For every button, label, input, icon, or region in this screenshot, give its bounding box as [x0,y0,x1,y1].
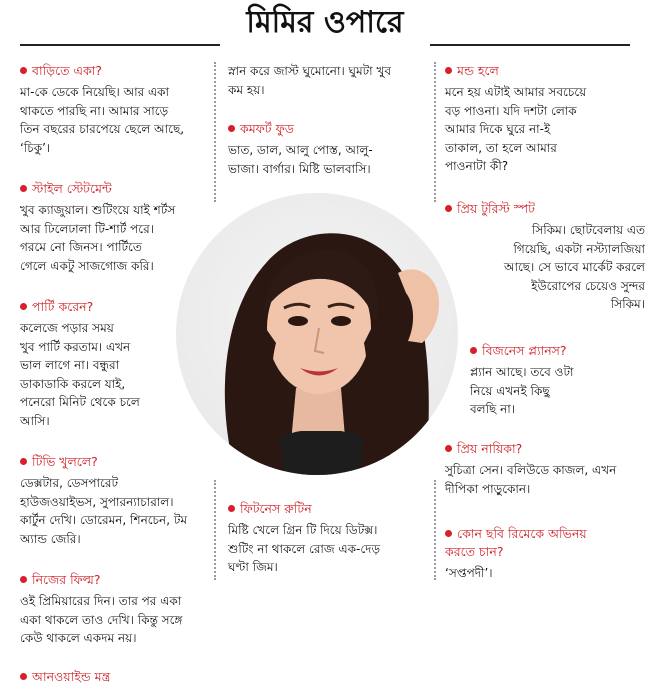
qa-answer: ভাত, ডাল, আলু পোস্ত, আলু- ভাজা। বার্গার। মিষ্টি ভালবাসি। [228,143,373,176]
qa-heading [20,62,220,80]
qa-heading [445,525,650,561]
heading-text: বিজনেস প্ল্যানস? [482,343,567,358]
bullet-icon [20,303,27,310]
heading-text: টিভি খুললে? [32,454,98,469]
qa-answer: ওই প্রিমিয়ারের দিন। তার পর একা একা থাকলে তাও দেখি। কিন্তু সঙ্গে কেউ থাকলে একদম নয়। [20,594,183,645]
heading-text: বাড়িতে একা? [32,63,102,78]
qa-heading [445,440,650,458]
qa-remake [445,525,650,583]
bullet-icon [20,673,27,680]
heading-text: পার্টি করেন? [32,299,94,314]
qa-mood [445,62,645,176]
qa-heading [20,180,220,198]
heading-text: স্টাইল স্টেটমেন্ট [32,181,112,196]
qa-answer: ‘সপ্তপদী’। [445,566,493,580]
title-area [0,0,650,48]
qa-favourite-heroine [445,440,650,498]
qa-own-films [20,571,230,648]
qa-business-plans [470,342,645,419]
bullet-icon [445,445,452,452]
bullet-icon [228,505,235,512]
qa-answer: সুচিত্রা সেন। বলিউডে কাজল, এখন দীপিকা পাড়ুকোন। [445,463,617,496]
qa-party [20,298,195,430]
page-title: মিমির ওপারে [246,5,404,40]
qa-heading [228,500,433,518]
qa-answer: ডেক্সটার, ডেসপারেট হাউজওয়াইভস, সুপারন্যাচারাল। কার্টুন দেখি। ডোরেমন, শিনচেন, টম অ্যান্ড জেরি। [20,476,188,546]
qa-heading [20,453,220,471]
qa-answer: মিষ্টি খেলে গ্রিন টি দিয়ে ডিটক্স। শুটিং না থাকলে রোজ এক-দেড় ঘণ্টা জিম। [228,523,381,574]
bullet-icon [228,125,235,132]
qa-answer: প্ল্যান আছে। তবে ওটা নিয়ে এখনই কিছু বলছি না। [470,365,574,416]
bullet-icon [20,576,27,583]
bullet-icon [20,67,27,74]
bullet-icon [445,205,452,212]
column-divider-right-bottom [434,480,436,580]
qa-fitness [228,500,433,577]
qa-answer: খুব ক্যাজুয়াল। শুটিংয়ে যাই শর্টস আর ঢিলেঢালা টি-শার্ট পরে। গরমে নো জিনস। পার্টিতে গেলে একটু সাজগোজ করি। [20,203,176,273]
qa-heading [20,298,195,316]
heading-text: নিজের ফিল্ম? [32,572,101,587]
qa-answer: স্নান করে জাস্ট ঘুমোনো। ঘুমটা খুব কম হয়। [228,64,392,97]
title-rule-left [20,44,220,46]
portrait-illustration [176,193,458,475]
bullet-icon [20,185,27,192]
qa-heading [445,200,645,218]
heading-text: মন্ড হলে [457,63,499,78]
column-divider-right [434,62,436,202]
bullet-icon [470,347,477,354]
qa-comfort-food [228,120,428,178]
portrait-photo [176,193,458,475]
qa-heading [20,668,220,686]
qa-home-alone [20,62,220,157]
qa-answer: মনে হয় এটাই আমার সবচেয়ে বড় পাওনা। যদি দশটা লোক আমার দিকে ঘুরে না-ই তাকাল, তা হলে আমার পাওনাটা কী? [445,85,587,173]
qa-heading [228,120,428,138]
heading-text: প্রিয় নায়িকা? [457,441,523,456]
bullet-icon [445,530,452,537]
qa-style-statement [20,180,220,275]
bullet-icon [20,458,27,465]
qa-heading [20,571,230,589]
heading-text: কমফর্ট ফুড [240,121,294,136]
qa-tourist-spot [445,200,645,314]
title-rule-right [430,44,630,46]
qa-unwind [20,668,220,689]
heading-text: কোন ছবি রিমেকে অভিনয় করতে চান? [445,526,587,559]
qa-heading [470,342,645,360]
qa-heading [445,62,645,80]
qa-answer: মা-কে ডেকে নিয়েছি। আর একা থাকতে পারছি না। আমার সাড়ে তিন বছরের চারপেয়ে ছেলে আছে, ‘চিকু’। [20,85,185,155]
qa-tv [20,453,220,548]
heading-text: ফিটনেস রুটিন [240,501,312,516]
heading-text: আনওয়াইন্ড মন্ত্র [32,669,111,684]
qa-answer: কলেজে পড়ার সময় খুব পার্টি করতাম। এখন ভাল লাগে না। বন্ধুরা ডাকাডাকি করলে যাই, পনেরো মিনিট থেকে চলে আসি। [20,321,140,428]
qa-unwind-continued [228,62,428,99]
bullet-icon [445,67,452,74]
qa-answer: সিকিম। ছোটবেলায় এত গিয়েছি, একটা নস্ট্যালজিয়া আছে। সে ভাবে মার্কেট করলে ইউরোপের চেয়েও সুন্দর সিকিম। [503,223,645,311]
heading-text: প্রিয় টুরিস্ট স্পট [457,201,535,216]
